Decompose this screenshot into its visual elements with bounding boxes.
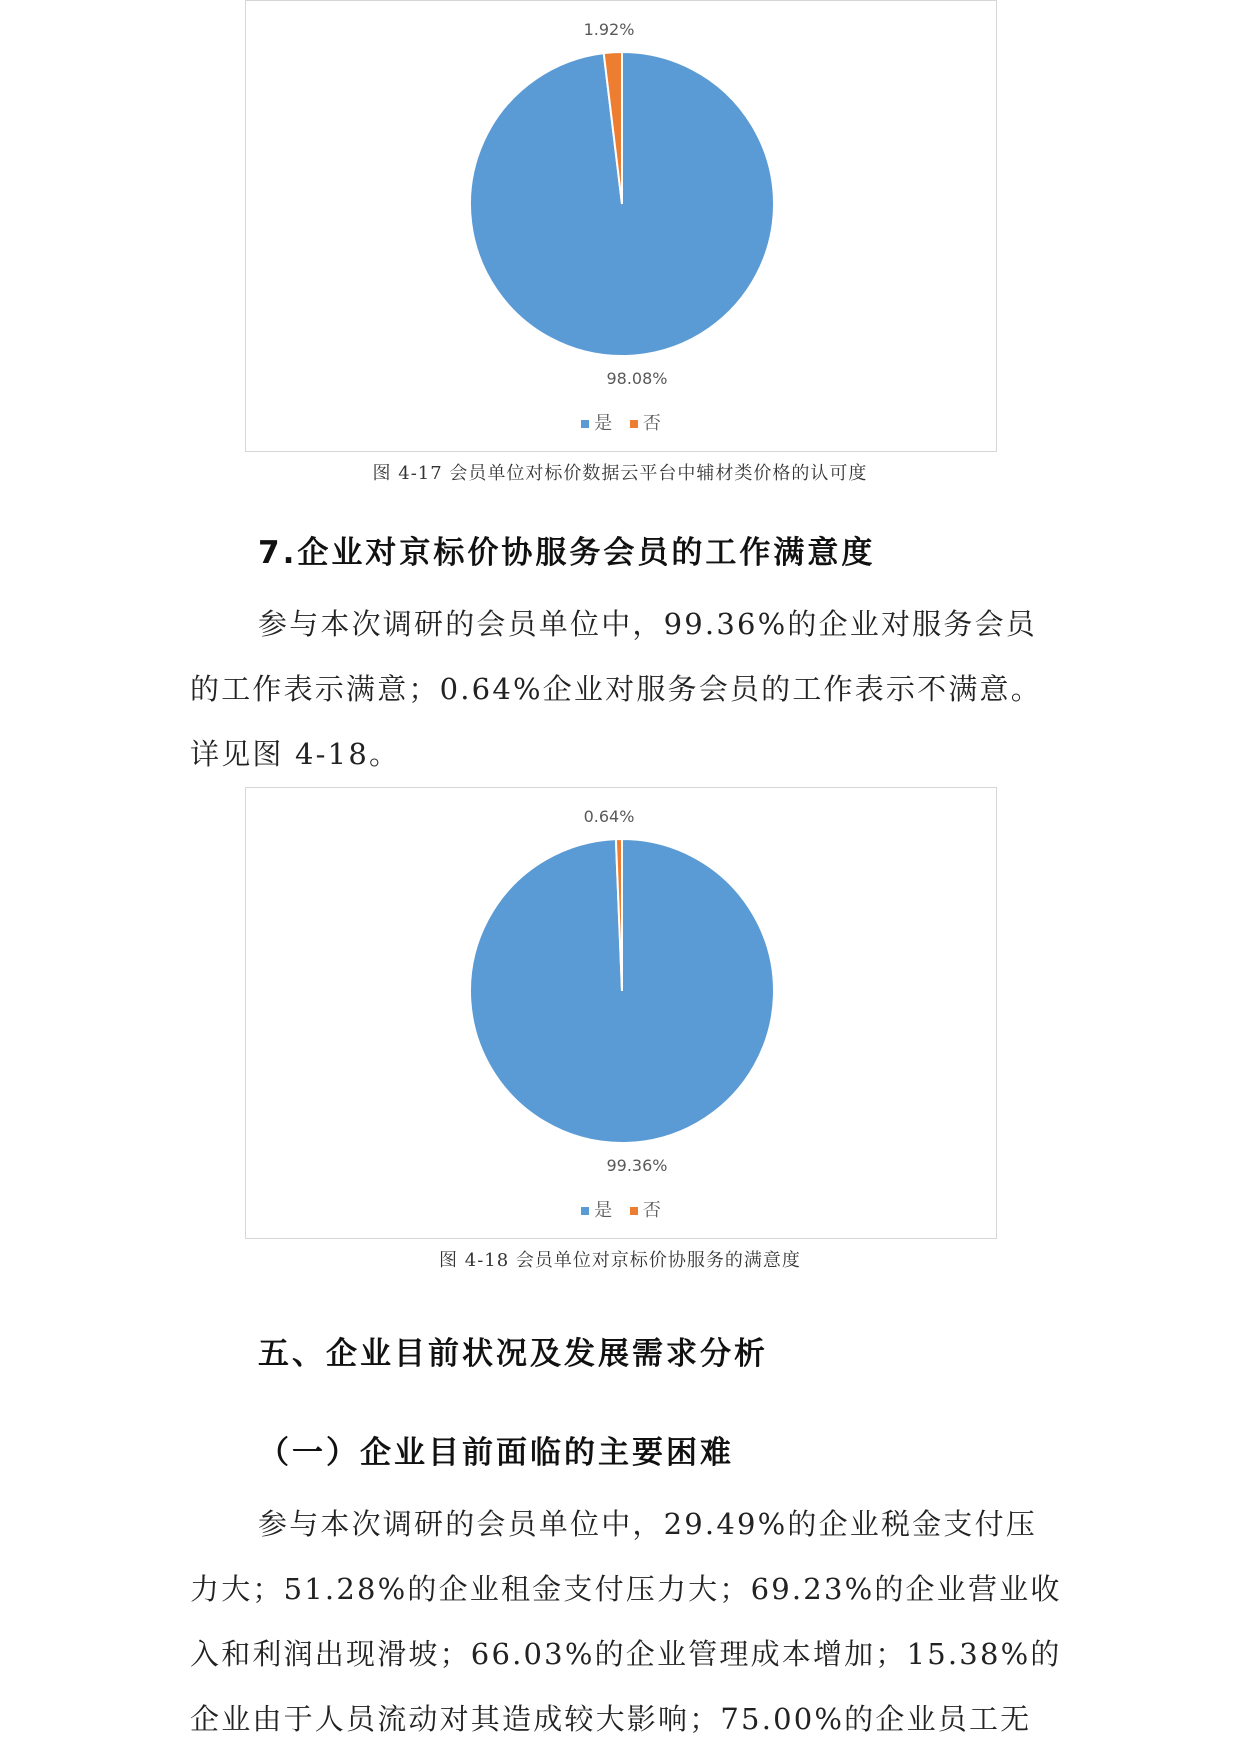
legend-swatch-yes bbox=[581, 1207, 589, 1215]
paragraph-line: 详见图 4-18。 bbox=[190, 737, 401, 771]
paragraph-line: 参与本次调研的会员单位中，29.49%的企业税金支付压 bbox=[258, 1507, 1037, 1541]
paragraph-line: 参与本次调研的会员单位中，99.36%的企业对服务会员 bbox=[258, 607, 1037, 641]
figure-caption-4-17: 图 4-17 会员单位对标价数据云平台中辅材类价格的认可度 bbox=[372, 463, 868, 484]
section-7-paragraph bbox=[190, 592, 1060, 787]
paragraph-line: 力大；51.28%的企业租金支付压力大；69.23%的企业营业收 bbox=[190, 1572, 1062, 1606]
subsection-1-paragraph bbox=[190, 1492, 1060, 1752]
data-label-no: 1.92% bbox=[583, 20, 635, 39]
legend-label-no: 否 bbox=[642, 1200, 661, 1221]
pie-chart-4-18-svg bbox=[246, 788, 998, 1240]
chart-legend bbox=[246, 409, 996, 435]
paragraph-line: 的工作表示满意；0.64%企业对服务会员的工作表示不满意。 bbox=[190, 672, 1042, 706]
legend-item-yes bbox=[581, 1196, 612, 1222]
legend-label-no: 否 bbox=[642, 413, 661, 434]
legend-item-no bbox=[630, 409, 661, 435]
pie-chart-4-17-svg bbox=[246, 1, 998, 453]
legend-label-yes: 是 bbox=[594, 413, 613, 434]
data-label-yes: 99.36% bbox=[606, 1156, 668, 1175]
data-label-no: 0.64% bbox=[583, 807, 635, 826]
section-heading-5: 五、企业目前状况及发展需求分析 bbox=[258, 1336, 768, 1372]
legend-item-yes bbox=[581, 409, 612, 435]
subsection-heading-1: （一）企业目前面临的主要困难 bbox=[258, 1435, 734, 1471]
legend-label-yes: 是 bbox=[594, 1200, 613, 1221]
legend-swatch-no bbox=[630, 1207, 638, 1215]
legend-item-no bbox=[630, 1196, 661, 1222]
pie-chart-4-18 bbox=[245, 787, 997, 1239]
legend-swatch-yes bbox=[581, 420, 589, 428]
data-label-yes: 98.08% bbox=[606, 369, 668, 388]
legend-swatch-no bbox=[630, 420, 638, 428]
chart-legend bbox=[246, 1196, 996, 1222]
section-heading-7: 7.企业对京标价协服务会员的工作满意度 bbox=[258, 535, 876, 571]
paragraph-line: 企业由于人员流动对其造成较大影响；75.00%的企业员工无 bbox=[190, 1702, 1032, 1736]
paragraph-line: 入和利润出现滑坡；66.03%的企业管理成本增加；15.38%的 bbox=[190, 1637, 1062, 1671]
pie-chart-4-17 bbox=[245, 0, 997, 452]
figure-caption-4-18: 图 4-18 会员单位对京标价协服务的满意度 bbox=[439, 1250, 801, 1271]
